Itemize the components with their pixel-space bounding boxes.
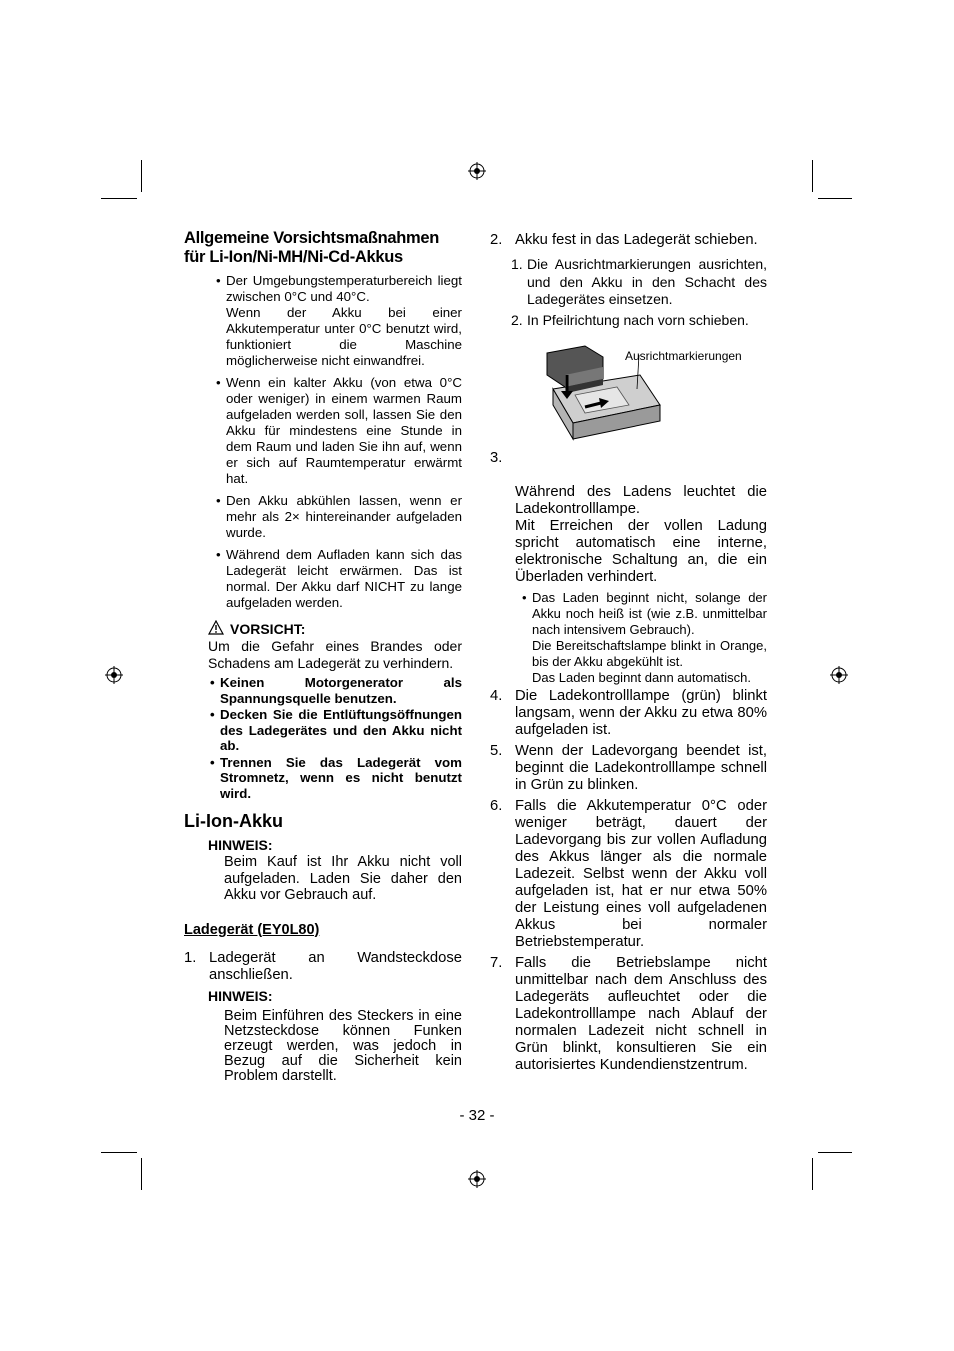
- list-item: • Der Umgebungstemperaturbereich liegt zwischen 0°C und 40°C. Wenn der Akku bei einer Akkutemperatur unter 0°C benutzt wird, funktioniert die Maschine möglicherweise nicht einwandfrei.: [216, 273, 462, 369]
- registration-mark-icon: [830, 666, 848, 684]
- step-number: 3.: [490, 450, 503, 466]
- step-text: Während des Ladens leuchtet die Ladekontrolllampe. Mit Erreichen der vollen Ladung spricht automatisch eine interne, elektronische Schaltung an, die ein Überladen verhindert.: [515, 484, 767, 585]
- list-item: • Während dem Aufladen kann sich das Ladegerät leicht erwärmen. Das ist normal. Der Akku darf NICHT zu lange aufgeladen werden.: [216, 547, 462, 611]
- step-text: Falls die Betriebslampe nicht unmittelbar nach dem Anschluss des Ladegeräts aufleuchtet oder die Ladekontrolllampe nach Ablauf der normalen Ladezeit nicht schnell in Grün blinkt, konsultieren Sie ein autorisiertes Kundendienstzentrum.: [515, 955, 767, 1073]
- step-number: 7.: [490, 955, 503, 971]
- caution-items: [210, 675, 462, 801]
- crop-mark: [812, 160, 813, 192]
- note-label: HINWEIS:: [208, 987, 273, 1004]
- crop-mark: [818, 1152, 852, 1153]
- step-number: 4.: [490, 688, 503, 704]
- substep-number: 2.: [511, 311, 523, 328]
- crop-mark: [101, 1152, 137, 1153]
- step-number: 2.: [490, 232, 503, 248]
- step-7: [490, 955, 767, 1074]
- li-ion-heading: Li-Ion-Akku: [184, 811, 283, 831]
- step-2-substeps: [511, 256, 767, 329]
- substep-number: 1.: [511, 256, 523, 272]
- list-item: • Trennen Sie das Ladegerät vom Stromnetz, wenn es nicht benutzt wird.: [210, 755, 462, 802]
- step-text: Die Ladekontrolllampe (grün) blinkt langsam, wenn der Akku zu etwa 80% aufgeladen ist.: [515, 688, 767, 738]
- step-5: [490, 743, 767, 794]
- step-text: Falls die Akkutemperatur 0°C oder weniger beträgt, dauert der Ladevorgang bis zur vollen Aufladung des Akkus länger als die normale Ladezeit. Selbst wenn der Akku voll aufgeladen ist, hat er nur etwa 50% der Leistung eines voll aufgeladenen Akkus bei normaler Betriebstemperatur.: [515, 798, 767, 950]
- step-text: Wenn der Ladevorgang beendet ist, beginnt die Ladekontrolllampe schnell in Grün zu blinken.: [515, 743, 767, 793]
- warning-icon: [208, 620, 224, 635]
- step-3: [490, 450, 767, 586]
- charger-figure: [490, 339, 767, 445]
- caution-header: [208, 621, 462, 638]
- step-text: Ladegerät an Wandsteckdose anschließen.: [209, 949, 462, 983]
- note-label: HINWEIS:: [208, 837, 273, 853]
- note-text: Beim Kauf ist Ihr Akku nicht voll aufgeladen. Laden Sie daher den Akku vor Gebrauch auf.: [224, 854, 462, 903]
- step-3-note: • Das Laden beginnt nicht, solange der Akku noch heiß ist (wie z.B. unmittelbar nach intensivem Gebrauch). Die Bereitschaftslampe blinkt in Orange, bis der Akku abgekühlt ist. Das Laden beginnt dann automatisch.: [522, 590, 767, 686]
- section-heading: Allgemeine Vorsichtsmaßnahmen für Li-Ion/Ni-MH/Ni-Cd-Akkus: [184, 229, 440, 266]
- step-number: 1.: [184, 949, 197, 966]
- list-item: • Decken Sie die Entlüftungsöffnungen des Ladegerätes und den Akku nicht ab.: [210, 707, 462, 754]
- right-column: [490, 232, 767, 1074]
- registration-mark-icon: [468, 162, 486, 180]
- substep-text: Die Ausrichtmarkierungen ausrichten, und den Akku in den Schacht des Ladegerätes einsetzen.: [527, 256, 767, 307]
- step-6: [490, 798, 767, 951]
- list-item: • Keinen Motorgenerator als Spannungsquelle benutzen.: [210, 675, 462, 706]
- charger-heading: Ladegerät (EY0L80): [184, 921, 320, 938]
- caution-text: Um die Gefahr eines Brandes oder Schadens am Ladegerät zu verhindern.: [208, 638, 462, 671]
- precaution-list: [216, 273, 462, 611]
- page-number: - 32 -: [459, 1107, 495, 1124]
- registration-mark-icon: [468, 1170, 486, 1188]
- crop-mark: [141, 160, 142, 192]
- substep-text: In Pfeilrichtung nach vorn schieben.: [527, 311, 749, 328]
- left-column: [184, 229, 462, 1084]
- substep: [511, 256, 767, 309]
- substep: [511, 312, 767, 330]
- step-4: [490, 688, 767, 739]
- crop-mark: [141, 1158, 142, 1190]
- caution-title: VORSICHT:: [230, 621, 306, 637]
- list-item: • Wenn ein kalter Akku (von etwa 0°C oder weniger) in einem warmen Raum aufgeladen werden soll, lassen Sie den Akku für mindestens eine Stunde in dem Raum und laden Sie ihn auf, wenn er sich auf Raumtemperatur erwärmt hat.: [216, 375, 462, 487]
- crop-mark: [101, 198, 137, 199]
- step-text: Akku fest in das Ladegerät schieben.: [515, 232, 758, 248]
- caution-block: [208, 621, 462, 801]
- step-number: 5.: [490, 743, 503, 759]
- step-2: [490, 232, 767, 249]
- figure-label: Ausrichtmarkierungen: [625, 349, 742, 363]
- crop-mark: [818, 198, 852, 199]
- step-number: 6.: [490, 798, 503, 814]
- list-item: • Den Akku abkühlen lassen, wenn er mehr als 2× hintereinander aufgeladen wurde.: [216, 493, 462, 541]
- note-text: Beim Einführen des Steckers in eine Netzsteckdose können Funken erzeugt werden, was jedoch in Bezug auf die Sicherheit kein Problem darstellt.: [224, 1007, 462, 1084]
- registration-mark-icon: [105, 666, 123, 684]
- step-1: [184, 950, 462, 984]
- crop-mark: [812, 1158, 813, 1190]
